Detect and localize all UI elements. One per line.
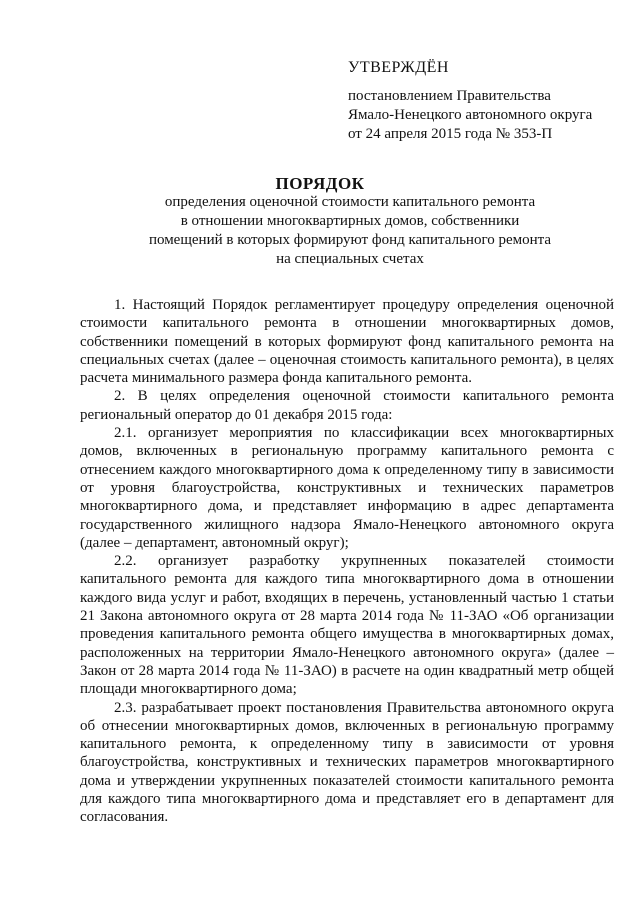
subtitle-line-1: определения оценочной стоимости капитального ремонта (164, 194, 536, 210)
subtitle-line-2: в отношении многоквартирных домов, собственники (180, 213, 520, 229)
paragraph-1: 1. Настоящий Порядок регламентирует процедуру определения оценочной стоимости капитального ремонта в отношении многоквартирных домов, собственники помещений в которых формируют фонд капитального ремонта на специальных счетах (далее – оценочная стоимость капитального ремонта), в целях расчета минимального размера фонда капитального ремонта. (80, 297, 614, 387)
subtitle-line-3: помещений в которых формируют фонд капитального ремонта (148, 232, 552, 248)
paragraph-2-2: 2.2. организует разработку укрупненных показателей стоимости капитального ремонта для каждого типа многоквартирного дома в отношении каждого вида услуг и работ, входящих в перечень, установленный частью 1 статьи 21 Закона автономного округа от 28 марта 2014 года № 11-ЗАО «Об организации проведения капитального ремонта общего имущества в многоквартирных домах, расположенных на территории Ямало-Ненецкого автономного округа» (далее – Закон от 28 марта 2014 года № 11-ЗАО) в расчете на один квадратный метр общей площади многоквартирного дома; (80, 553, 614, 698)
document-title: ПОРЯДОК (275, 174, 365, 193)
document-body (80, 296, 614, 827)
approval-line-2: Ямало-Ненецкого автономного округа (348, 107, 593, 123)
approval-line-3: от 24 апреля 2015 года № 353-П (348, 126, 553, 142)
approval-block (348, 58, 628, 144)
subtitle-line-4: на специальных счетах (276, 251, 424, 267)
paragraph-2: 2. В целях определения оценочной стоимости капитального ремонта региональный оператор до 01 декабря 2015 года: (80, 388, 614, 423)
document-subtitle (0, 193, 640, 269)
approval-line-1: постановлением Правительства (348, 88, 551, 104)
paragraph-2-1: 2.1. организует мероприятия по классификации всех многоквартирных домов, включенных в региональную программу капитального ремонта с отнесением каждого многоквартирного дома к определенному типу в зависимости от уровня благоустройства, конструктивных и технических параметров многоквартирного дома, и представляет информацию в адрес департамента государственного жилищного надзора Ямало-Ненецкого автономного округа (далее – департамент, автономный округ); (80, 425, 614, 551)
approval-heading: УТВЕРЖДЁН (348, 59, 449, 76)
paragraph-2-3: 2.3. разрабатывает проект постановления Правительства автономного округа об отнесении многоквартирных домов, включенных в региональную программу капитального ремонта, к определенному типу в зависимости от уровня благоустройства, конструктивных и технических параметров многоквартирного дома и утверждении укрупненных показателей стоимости капитального ремонта для каждого типа многоквартирного дома и представляет его в департамент для согласования. (80, 699, 614, 826)
